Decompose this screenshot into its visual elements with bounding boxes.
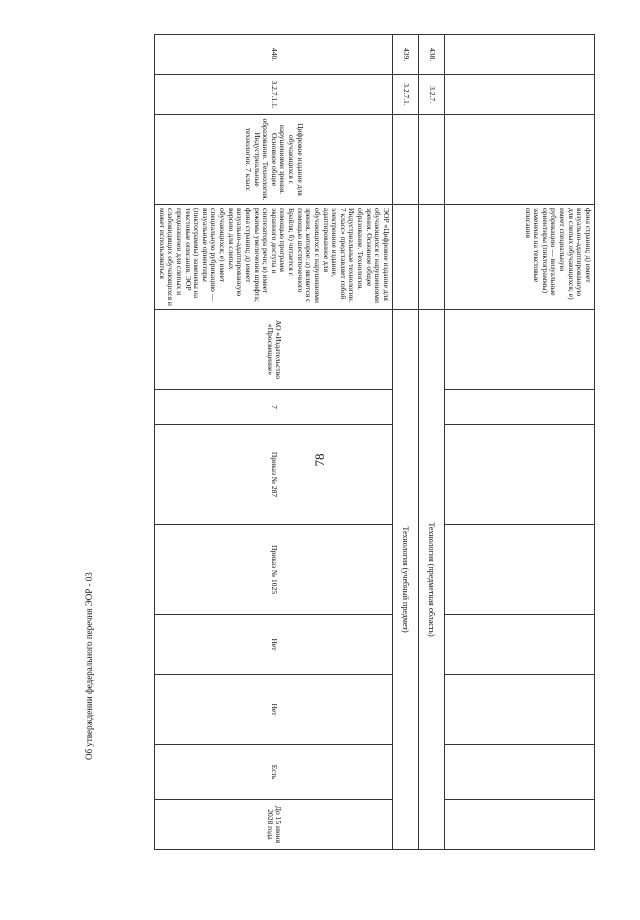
row-code: 3.2.7.1. [393,75,419,115]
table-row [445,35,595,850]
order-1: Приказ № 287 [155,425,393,525]
row-code: 3.2.7. [419,75,445,115]
row-number: 439. [393,35,419,75]
page-number: 78 [312,453,327,467]
flag-c: Есть [155,745,393,800]
deadline: До 15 июня 2028 года [155,800,393,850]
subject-area-heading: Технология (предметная область) [419,310,445,850]
table-row [155,35,393,850]
row-number: 440. [155,35,393,75]
row-code: 3.2.7.1.1. [155,75,393,115]
resource-name: Цифровое издание для обучающихся с нарушениями зрения. Основное общее образование. Технология. Индустриальные технологии. 7 класс [155,115,393,205]
publisher: АО «Издательство «Просвещение» [155,310,393,390]
prev-row-description-tail: фона страниц; д) имеет визуально-адаптированную для слепых обучающихся; е) имеет специальную рубрикацию — визуальные ориентиры (пиктограммы) заменены на текстовые описания [445,205,595,310]
table-row [419,35,445,850]
flag-b: Нет [155,675,393,745]
grade: 7 [155,390,393,425]
table-row [393,35,419,850]
resource-description: ЭОР «Цифровое издание для обучающихся с нарушениями зрения. Основное общее образование. Технология. Индустриальные технологии. 7 класс» представляет собой электронное издание, адаптированное для обучающихся с нарушениями зрения, которое: а) является с помощью шеститочечного Брайля; б) читается с помощью программ экранного доступа и синтезатора речи; в) имеет режимы увеличения шрифта; фона страниц; д) имеет визуально-адаптированную версию для слепых обучающихся; е) имеет специальную рубрикацию — визуальные ориентиры (пиктограммы) заменены на текстовые описания. ЭОР предназначен для слепых и слабовидящих обучающихся и может использоваться [155,205,393,310]
row-number: 438. [419,35,445,75]
flag-a: Нет [155,615,393,675]
footer-note: Об утверждении федерального перечня ЭОР - 03 [84,572,94,760]
registry-table-wrap [157,34,595,849]
registry-table [154,34,595,850]
subject-heading: Технология (учебный предмет) [393,310,419,850]
order-2: Приказ № 1025 [155,525,393,615]
